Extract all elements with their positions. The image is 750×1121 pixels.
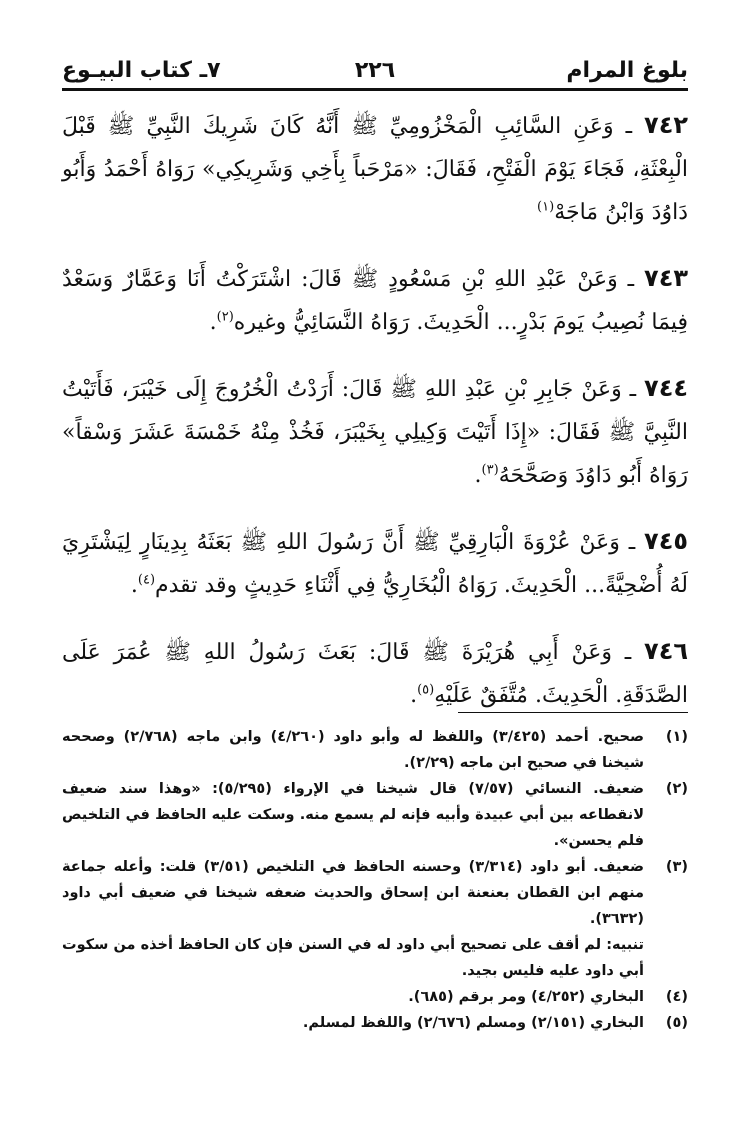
page-number: ٢٢٦ <box>354 58 396 83</box>
running-header <box>62 58 688 92</box>
hadith-end-mark: . <box>474 463 482 488</box>
footnote-number: (٤) <box>665 989 688 1005</box>
footnote-text: البخاري (٤/٢٥٢) ومر برقم (٦٨٥). <box>408 989 644 1005</box>
footnotes <box>62 724 688 1036</box>
hadith-742 <box>62 104 688 234</box>
hadith-end-mark: . <box>410 683 418 708</box>
footnote-number: (٢) <box>665 781 688 797</box>
hadith-745 <box>62 520 688 607</box>
footnote-5 <box>62 1010 688 1036</box>
footnote-text: ضعيف. أبو داود (٣/٣١٤) وحسنه الحافظ في التلخيص (٣/٥١) قلت: وأعله جماعة منهم ابن القطان بعنعنة ابن إسحاق والحديث ضعفه شيخنا في ضعيف أبي داود (٣٦٣٢). <box>62 859 644 927</box>
hadith-text: ـ وَعَنِ السَّائِبِ الْمَخْزُومِيِّ ﷺ أَنَّهُ كَانَ شَرِيكَ النَّبِيِّ ﷺ قَبْلَ الْبِعْثَةِ، فَجَاءَ يَوْمَ الْفَتْحِ، فَقَالَ: «مَرْحَباً بِأَخِي وَشَرِيكِي» رَوَاهُ أَحْمَدُ وَأَبُو دَاوُدَ وَابْنُ مَاجَهْ <box>62 114 688 225</box>
hadith-list <box>62 104 688 717</box>
hadith-744 <box>62 367 688 497</box>
footnote-reference: (٤) <box>137 572 156 588</box>
hadith-746 <box>62 630 688 717</box>
footnote-1 <box>62 724 688 776</box>
chapter-title: ٧ـ كتاب البيـوع <box>62 58 221 83</box>
hadith-number: ٧٤٢ <box>644 111 688 139</box>
footnote-reference: (٢) <box>216 309 234 325</box>
hadith-text: ـ وَعَنْ عَبْدِ اللهِ بْنِ مَسْعُودٍ ﷺ قَالَ: اشْتَرَكْتُ أَنَا وَعَمَّارٌ وَسَعْدٌ فِيمَا نُصِيبُ يَومَ بَدْرٍ... الْحَدِيثَ. رَوَاهُ النَّسَائِيُّ وغيره <box>62 267 688 335</box>
hadith-text: ـ وَعَنْ عُرْوَةَ الْبَارِقِيِّ ﷺ أَنَّ رَسُولَ اللهِ ﷺ بَعَثَهُ بِدِينَارٍ لِيَشْتَرِيَ لَهُ أُضْحِيَّةً... الْحَدِيثَ. رَوَاهُ الْبُخَارِيُّ فِي أَثْنَاءِ حَدِيثٍ وقد تقدم <box>62 530 688 598</box>
hadith-number: ٧٤٣ <box>644 264 688 292</box>
hadith-end-mark: . <box>209 310 217 335</box>
footnote-separator <box>458 712 688 713</box>
footnote-reference: (١) <box>537 199 555 215</box>
footnote-number: (١) <box>665 729 688 745</box>
footnote-text: صحيح. أحمد (٣/٤٢٥) واللفظ له وأبو داود (٤/٢٦٠) وابن ماجه (٢/٧٦٨) وصححه شيخنا في صحيح ابن ماجه (٢/٢٩). <box>62 729 644 771</box>
footnote-number: (٣) <box>665 859 688 875</box>
footnote-reference: (٥) <box>417 682 435 698</box>
hadith-number: ٧٤٥ <box>644 527 688 555</box>
book-title: بلوغ المرام <box>566 58 688 83</box>
footnote-2 <box>62 776 688 854</box>
footnote-number: (٥) <box>665 1015 688 1031</box>
footnote-text: ضعيف. النسائي (٧/٥٧) قال شيخنا في الإرواء (٥/٢٩٥): «وهذا سند ضعيف لانقطاعه بين أبي عبيدة وأبيه فإنه لم يسمع منه. وسكت عليه الحافظ في التلخيص فلم يحسن». <box>62 781 644 849</box>
hadith-text: ـ وَعَنْ جَابِرِ بْنِ عَبْدِ اللهِ ﷺ قَالَ: أَرَدْتُ الْخُرُوجَ إِلَى خَيْبَرَ، فَأَتَيْتُ النَّبِيَّ ﷺ فَقَالَ: «إِذَا أَتَيْتَ وَكِيلِي بِخَيْبَرَ، فَخُذْ مِنْهُ خَمْسَةَ عَشَرَ وَسْقاً» رَوَاهُ أَبُو دَاوُدَ وَصَحَّحَهُ <box>62 377 688 488</box>
footnote-4 <box>62 984 688 1010</box>
header-rule <box>62 88 688 91</box>
hadith-number: ٧٤٤ <box>644 374 688 402</box>
footnote-note: تنبيه: لم أقف على تصحيح أبي داود له في السنن فإن كان الحافظ أخذه من سكوت أبي داود عليه فليس بجيد. <box>62 937 644 979</box>
hadith-743 <box>62 257 688 344</box>
hadith-end-mark: . <box>130 573 138 598</box>
hadith-text: ـ وَعَنْ أَبِي هُرَيْرَةَ ﷺ قَالَ: بَعَثَ رَسُولُ اللهِ ﷺ عُمَرَ عَلَى الصَّدَقَةِ. الْحَدِيثَ. مُتَّفَقٌ عَلَيْهِ <box>62 640 688 708</box>
footnote-reference: (٣) <box>481 462 499 478</box>
footnote-text: البخاري (٢/١٥١) ومسلم (٢/٦٧٦) واللفظ لمسلم. <box>302 1015 644 1031</box>
footnote-3 <box>62 854 688 984</box>
hadith-number: ٧٤٦ <box>644 637 688 665</box>
